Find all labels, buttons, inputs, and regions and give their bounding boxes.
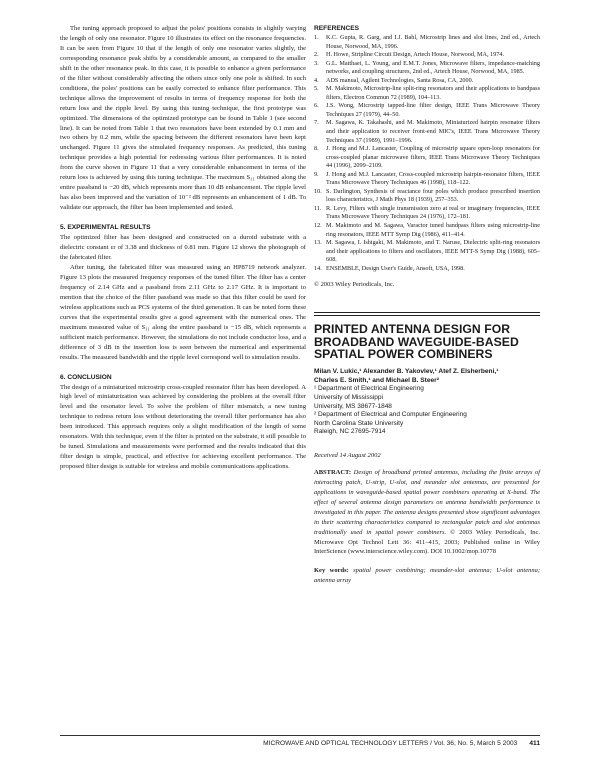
reference-item <box>314 77 540 86</box>
reference-text: G.L. Matthaei, L. Young, and E.M.T. Jones, Microwave filters, impedance-matching networks, and coupling structures, 2nd ed., Artech House, Norwood, MA, 1985. <box>326 59 540 76</box>
affiliation-line: University of Mississippi <box>314 393 383 401</box>
reference-item <box>314 119 540 145</box>
reference-number: 4. <box>314 76 319 84</box>
authors-line-1: Milan V. Lukic,¹ Alexander B. Yakovlev,¹ Atef Z. Elsherbeni,¹ <box>314 368 499 376</box>
reference-number: 8. <box>314 145 319 153</box>
reference-number: 5. <box>314 85 319 93</box>
reference-number: 6. <box>314 102 319 110</box>
article-divider <box>314 312 540 313</box>
reference-item <box>314 171 540 188</box>
reference-item <box>314 145 540 171</box>
reference-item <box>314 265 540 274</box>
reference-number: 14. <box>314 264 322 272</box>
authors-line-2: Charles E. Smith,¹ and Michael B. Steer² <box>314 376 439 384</box>
section-5-heading: 5. EXPERIMENTAL RESULTS <box>60 224 151 232</box>
article-title: PRINTED ANTENNA DESIGN FOR BROADBAND WAVEGUIDE-BASED SPATIAL POWER COMBINERS <box>314 321 519 362</box>
reference-item <box>314 51 540 60</box>
reference-text: M. Sagawa, K. Takahashi, and M. Makimoto, Miniaturized hairpin resonator filters and their application to receiver front-end MIC's, IEEE Trans Microwave Theory Techniques 37 (1989), 1991–1996. <box>326 119 540 144</box>
keywords-text: spatial power combining; meander-slot antenna; U-slot antenna; antenna array <box>314 567 540 585</box>
keywords <box>314 566 540 586</box>
reference-text: M. Makimoto, Microstrip-line split-ring resonators and their applications to bandpass filters, Electron Commun 72 (1989), 104–113. <box>326 85 540 101</box>
received-date: Received 14 August 2002 <box>314 451 381 459</box>
reference-text: M. Sagawa, I. Ishigaki, M. Makimoto, and T. Naruse, Dielectric split-ring resonators and their applications to filters and oscillators, IEEE MTT-S Symp Dig (1988), 605–608. <box>326 239 540 264</box>
reference-item <box>314 60 540 77</box>
reference-number: 2. <box>314 51 319 59</box>
reference-text: S. Darlington, Synthesis of reactance four poles which produce prescribed insertion loss characteristics, J Math Phys 18 (1939), 257–353. <box>326 187 540 204</box>
reference-number: 10. <box>314 187 322 195</box>
reference-number: 1. <box>314 34 319 41</box>
affiliation-line: ¹ Department of Electrical Engineering <box>314 385 424 393</box>
reference-number: 12. <box>314 222 322 230</box>
abstract-body: Design of broadband printed antennas, including the finite arrays of interacting patch, U-strip, U-slot, and meander slot antennas, are presented for applications in waveguide-based spatial power combiners operating at X-band. The effect of several antenna design parameters on antenna bandwidth performance is investigated in this paper. The antenna designs presented show significant advantages in their scattering characteristics compared to rectangular patch and slot antennas traditionally used in spatial power combiners. <box>314 468 541 536</box>
affiliations <box>314 385 540 437</box>
references-heading: REFERENCES <box>314 25 360 32</box>
abstract-publication-info: © 2003 Wiley Periodicals, Inc. Microwave Opt Technol Lett 36: 411–415, 2003; Published online in Wiley InterScience (www.interscience.wiley.com). DOI 10.1002/mop.10778 <box>314 528 540 556</box>
reference-number: 13. <box>314 239 322 247</box>
reference-text: J. Hong and M.J. Lancaster, Cross-coupled microstrip hairpin-resonator filters, IEEE Trans Microwave Theory Techniques 46 (1998), 118–122. <box>326 170 540 187</box>
right-column <box>314 24 540 586</box>
reference-text: ADS manual, Agilent Technologies, Santa Rosa, CA, 2000. <box>326 76 474 84</box>
section-6-paragraph-1: The design of a miniaturized microstrip cross-coupled resonator filter has been developed. A high level of miniaturization was achieved by considering the problem at the overall filter level and the resonator level. To solve the problem of filter mismatch, a new tuning technique to redress return loss without deteriorating the overall filter performance has also been introduced. This approach requires only a slight modification of the length of some resonators. With this technique, even if the filter is printed on the substrate, it still possible to be tuned. Simulations and measurements were performed and the results indicated that this filter design is simple, practical, and effective for achieving excellent performance. The proposed filter design is suitable for wireless and mobile communications applications. <box>60 383 306 471</box>
reference-text: J. Hong and M.J. Lancaster, Coupling of microstrip square open-loop resonators for cross-coupled planar microwave filters, IEEE Trans Microwave Theory Techniques 44 (1996), 2099–2109. <box>326 145 540 170</box>
reference-text: M. Makimoto and M. Sagawa, Varactor tuned bandpass filters using microstrip-line ring resonators, IEEE MTT Symp Dig (1986), 411–414. <box>326 222 540 238</box>
abstract <box>314 468 540 558</box>
reference-item <box>314 85 540 102</box>
reference-item <box>314 34 540 51</box>
reference-item <box>314 239 540 265</box>
left-column <box>60 24 306 472</box>
copyright-notice: © 2003 Wiley Periodicals, Inc. <box>314 281 395 289</box>
references-list <box>314 34 540 273</box>
reference-number: 11. <box>314 204 322 212</box>
affiliation-line: ² Department of Electrical and Computer Engineering <box>314 411 467 419</box>
reference-item <box>314 188 540 205</box>
journal-running-footer: MICROWAVE AND OPTICAL TECHNOLOGY LETTERS / Vol. 36, No. 5, March 5 2003 <box>263 740 518 747</box>
reference-item <box>314 102 540 119</box>
reference-item <box>314 205 540 222</box>
reference-number: 7. <box>314 119 319 127</box>
page-number: 411 <box>529 740 540 747</box>
reference-number: 3. <box>314 59 319 67</box>
reference-text: H. Howe, Stripline Circuit Design, Artech House, Norwood, MA, 1974. <box>326 51 505 59</box>
intro-paragraph: The tuning approach proposed to adjust the poles' positions consists in slightly varying the length of only one resonator. Figure 10 illustrates its effect on the resonance frequencies. It can be seen from Figure 10 that if the length of only one resonator varies slightly, the corresponding resonance peak shifts by a considerable amount, as compared to the smaller shift in the other resonance peak. In this case, it is possible to enhance a given performance of the filter without considerably affecting the others since only one pole is shifted. In such conditions, the poles' positions can be easily corrected to enhance filter performance. This technique allows the improvement of results in terms of frequency response for both the return loss and the ripple level. By using this tuning technique, the first prototype was optimized. The dimensions of the optimized prototype can be found in Table 1 (see second line). It can be noted from Table 1 that two resonators have been extended by 0.1 mm and two others by 0.2 mm, while the spacing between the different resonators have been kept unchanged. Figure 11 gives the simulated frequency responses. As predicted, this tuning technique provides a high potential for redressing various filter performances. It is noted from the curve shown in Figure 11 that a very considerable enhancement in terms of the return loss is achieved by using this tuning technique. The maximum S₁₁ obtained along the entire passband is −20 dB, which represents more than 10 dB enhancement. The ripple level has also been improved and the variation of 10⁻² dB represents an enhancement of 1 dB. To validate our approach, the filter has been implemented and tested. <box>60 25 306 212</box>
reference-text: J.S. Wong, Microstrip tapped-line filter design, IEEE Trans Microwave Theory Techniques 27 (1979), 44–50. <box>326 102 540 118</box>
reference-text: R. Levy, Filters with single transmission zero at real or imaginary frequencies, IEEE Trans Microwave Theory Techniques 24 (1976), 172–181. <box>326 204 540 221</box>
abstract-label: ABSTRACT: <box>314 468 352 476</box>
reference-number: 9. <box>314 170 319 178</box>
reference-item <box>314 222 540 239</box>
reference-text: K.C. Gupta, R. Garg, and I.J. Bahl, Microstrip lines and slot lines, 2nd ed., Artech House, Norwood, MA, 1996. <box>326 34 540 50</box>
affiliation-line: Raleigh, NC 27695-7914 <box>314 428 386 436</box>
reference-text: ENSEMBLE, Design User's Guide, Ansoft, USA, 1998. <box>326 264 465 272</box>
section-6-heading: 6. CONCLUSION <box>60 373 112 381</box>
authors <box>314 368 540 385</box>
section-5-paragraph-2: After tuning, the fabricated filter was measured using an HP8719 network analyzer. Figure 13 plots the measured frequency responses of the tuned filter. The filter has a center frequency of 2.14 GHz and a passband from 2.11 GHz to 2.17 GHz. It is important to mention that the choice of the filter passband was made so that this filter could be used for wireless applications such as PCS systems of the third generation. It can be noted form these curves that the experimental results give a good agreement with the numerical ones. The maximum measured value of S₁₁ along the entire passband is −15 dB, which represents a sufficient match performance. However, the simulations do not include conductor loss, and a difference of 3 dB in the insertion loss is seen between the numerical and experimental results. The measured bandwidth and the ripple level correspond well to simulation results. <box>60 263 306 361</box>
affiliation-line: University, MS 38677-1848 <box>314 402 392 410</box>
section-5-paragraph-1: The optimized filter has been designed and constructed on a duroid substrate with a dielectric constant εr of 3.38 and thickness of 0.81 mm. Figure 12 shows the photograph of the fabricated filter. <box>60 234 306 262</box>
keywords-label: Key words: <box>314 567 349 575</box>
affiliation-line: North Carolina State University <box>314 419 404 427</box>
page-footer <box>60 735 540 747</box>
